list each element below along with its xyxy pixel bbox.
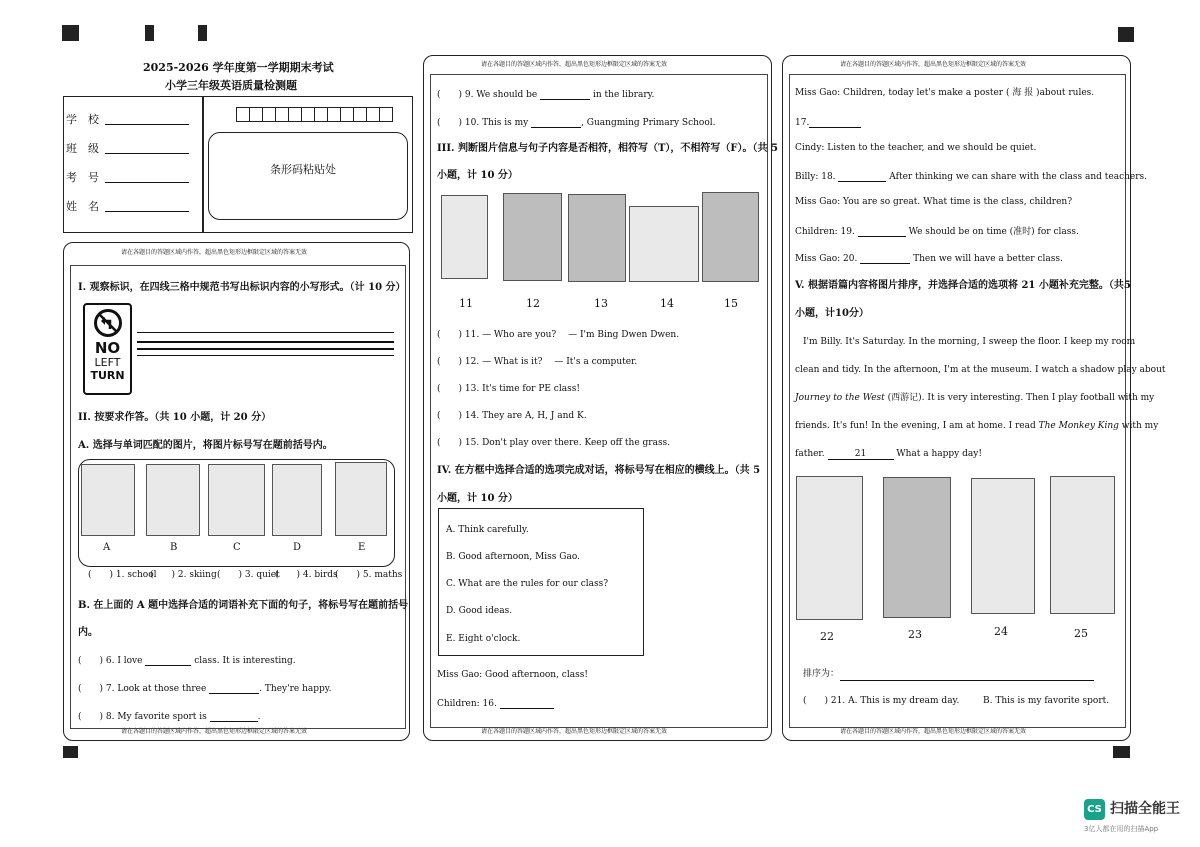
no-left-turn-icon — [94, 309, 122, 337]
sign-text-no: NO — [94, 339, 121, 357]
picture-C-school — [208, 464, 265, 536]
question-12: ( ) 12. — What is it? — It's a computer. — [437, 357, 638, 367]
picture-number: 24 — [994, 625, 1008, 638]
picture-label: C — [233, 542, 241, 553]
question-21-option-b: B. This is my favorite sport. — [983, 696, 1110, 706]
order-label: 排序为： — [803, 669, 840, 679]
info-label-school: 学 校 — [66, 113, 99, 126]
section2-partA-heading: A. 选择与单词匹配的图片，将图片标号写在题前括号内。 — [78, 440, 333, 451]
section4-heading: IV. 在方框中选择合适的选项完成对话，将标号写在相应的横线上。（共 5 — [437, 465, 761, 476]
picture-number: 15 — [724, 297, 738, 310]
question-7: ( ) 7. Look at those three . They're happy. — [78, 684, 332, 694]
answer-area-warning: 请在各题目的答题区域内作答，超出黑色矩形边框限定区域的答案无效 — [840, 61, 1027, 68]
school-field[interactable] — [105, 124, 189, 125]
section3-heading: III. 判断图片信息与句子内容是否相符，相符写（T），不相符写（F）。（共 5 — [437, 143, 778, 154]
word-item-2: ( ) 2. skiing — [150, 570, 217, 580]
no-left-turn-sign — [83, 303, 132, 395]
watermark-brand: 扫描全能王 — [1110, 801, 1180, 817]
four-line-grid[interactable] — [137, 332, 394, 356]
question-15: ( ) 15. Don't play over there. Keep off the grass. — [437, 438, 671, 448]
info-label-name: 姓 名 — [66, 200, 99, 213]
picture-15-hallway — [702, 192, 759, 282]
info-divider — [202, 96, 204, 232]
dialogue-line-16: Children: 16. — [437, 698, 554, 709]
option-b: B. Good afternoon, Miss Gao. — [446, 552, 580, 562]
picture-number: 11 — [459, 297, 473, 310]
dialogue-line: Miss Gao: Children, today let's make a poster ( 海 报 )about rules. — [795, 88, 1095, 98]
passage-line: friends. It's fun! In the evening, I am at home. I read The Monkey King with my — [795, 421, 1159, 431]
picture-22-football — [796, 476, 863, 620]
exam-number-field[interactable] — [105, 182, 189, 183]
dialogue-line: Miss Gao: You are so great. What time is the class, children? — [795, 197, 1073, 207]
picture-D-skiing — [272, 464, 322, 536]
answer-area-warning: 请在各题目的答题区域内作答，超出黑色矩形边框限定区域的答案无效 — [840, 728, 1027, 735]
section5-heading-cont: 小题，计10分） — [795, 308, 869, 319]
question-21: ( ) 21. A. This is my dream day. — [803, 696, 960, 706]
exam-subtitle: 小学三年级英语质量检测题 — [165, 79, 297, 92]
picture-14-letters — [629, 206, 699, 282]
question-8: ( ) 8. My favorite sport is . — [78, 712, 261, 722]
option-d: D. Good ideas. — [446, 606, 513, 616]
section2-partB-heading: B. 在上面的 A 题中选择合适的词语补充下面的句子，将标号写在题前括号 — [78, 600, 409, 611]
alignment-mark — [198, 25, 207, 41]
picture-25-sweeping — [1050, 476, 1115, 614]
question-14: ( ) 14. They are A, H, J and K. — [437, 411, 587, 421]
question-11: ( ) 11. — Who are you? — I'm Bing Dwen Dwen. — [437, 330, 680, 340]
picture-number: 22 — [820, 630, 834, 643]
picture-label: B — [170, 542, 178, 553]
answer-area-warning: 请在各题目的答题区域内作答，超出黑色矩形边框限定区域的答案无效 — [121, 249, 308, 256]
picture-number: 12 — [526, 297, 540, 310]
class-field[interactable] — [105, 153, 189, 154]
picture-label: E — [358, 542, 366, 553]
alignment-mark — [1113, 746, 1130, 758]
digit-boxes — [236, 107, 393, 122]
sign-text-left: LEFT — [94, 356, 121, 369]
picture-number: 13 — [594, 297, 608, 310]
picture-12-computer — [503, 193, 562, 281]
picture-label: A — [103, 542, 111, 553]
option-a: A. Think carefully. — [446, 525, 529, 535]
alignment-mark — [145, 25, 154, 41]
info-label-number: 考 号 — [66, 171, 99, 184]
alignment-mark — [63, 746, 78, 758]
info-label-class: 班 级 — [66, 142, 99, 155]
barcode-label: 条形码粘贴处 — [270, 163, 336, 176]
option-c: C. What are the rules for our class? — [446, 579, 609, 589]
dialogue-line-17: 17. — [795, 117, 861, 128]
picture-label: D — [293, 542, 302, 553]
passage-line-21: father. 21 What a happy day! — [795, 449, 982, 459]
dialogue-line-18: Billy: 18. After thinking we can share with the class and teachers. — [795, 172, 1148, 182]
answer-area-warning: 请在各题目的答题区域内作答，超出黑色矩形边框限定区域的答案无效 — [121, 728, 308, 735]
picture-11-bing-dwen-dwen — [441, 195, 488, 279]
section2-partB-heading-cont: 内。 — [78, 627, 98, 638]
word-item-1: ( ) 1. school — [88, 570, 157, 580]
picture-number: 25 — [1074, 627, 1088, 640]
passage-line: Journey to the West (西游记). It is very interesting. Then I play football with my — [795, 393, 1155, 403]
alignment-mark — [62, 25, 79, 41]
question-9: ( ) 9. We should be in the library. — [437, 90, 655, 100]
picture-number: 14 — [660, 297, 674, 310]
section4-heading-cont: 小题，计 10 分） — [437, 493, 518, 504]
watermark-tagline: 3亿人都在用的扫描App — [1084, 825, 1159, 833]
sign-text-turn: TURN — [90, 369, 125, 382]
name-field[interactable] — [105, 211, 189, 212]
word-item-5: ( ) 5. maths — [335, 570, 403, 580]
barcode-area — [208, 132, 408, 220]
word-item-3: ( ) 3. quiet — [217, 570, 280, 580]
picture-A-birds — [81, 464, 135, 536]
picture-23-shadow-play — [883, 477, 951, 618]
section3-heading-cont: 小题，计 10 分） — [437, 170, 518, 181]
answer-area-warning: 请在各题目的答题区域内作答，超出黑色矩形边框限定区域的答案无效 — [481, 728, 668, 735]
picture-number: 23 — [908, 628, 922, 641]
word-item-4: ( ) 4. birds — [275, 570, 338, 580]
dialogue-line-19: Children: 19. We should be on time (准时) for class. — [795, 227, 1079, 237]
exam-title: 2025-2026 学年度第一学期期末考试 — [143, 61, 334, 74]
section1-heading: I. 观察标识，在四线三格中规范书写出标识内容的小写形式。（计 10 分） — [78, 282, 406, 293]
question-10: ( ) 10. This is my , Guangming Primary School. — [437, 118, 716, 128]
option-e: E. Eight o'clock. — [446, 634, 521, 644]
dialogue-line: Cindy: Listen to the teacher, and we should be quiet. — [795, 143, 1037, 153]
picture-13-piano-room — [568, 194, 626, 282]
passage-line: clean and tidy. In the afternoon, I'm at the museum. I watch a shadow play about — [795, 365, 1166, 375]
section2-heading: II. 按要求作答。（共 10 小题，计 20 分） — [78, 412, 272, 423]
camscanner-logo: CS — [1084, 799, 1105, 820]
answer-area-warning: 请在各题目的答题区域内作答，超出黑色矩形边框限定区域的答案无效 — [481, 61, 668, 68]
picture-E-quiet — [335, 462, 387, 536]
alignment-mark — [1118, 27, 1134, 42]
passage-line: I'm Billy. It's Saturday. In the morning, I sweep the floor. I keep my room — [803, 337, 1136, 347]
section5-heading: V. 根据语篇内容将图片排序，并选择合适的选项将 21 小题补充完整。（共5 — [795, 280, 1131, 291]
question-6: ( ) 6. I love class. It is interesting. — [78, 656, 296, 666]
order-answer-line[interactable] — [840, 680, 1094, 681]
picture-B-maths — [146, 464, 200, 536]
question-13: ( ) 13. It's time for PE class! — [437, 384, 580, 394]
dialogue-line-20: Miss Gao: 20. Then we will have a better class. — [795, 254, 1063, 264]
picture-24-reading — [971, 478, 1035, 614]
dialogue-line: Miss Gao: Good afternoon, class! — [437, 670, 588, 680]
